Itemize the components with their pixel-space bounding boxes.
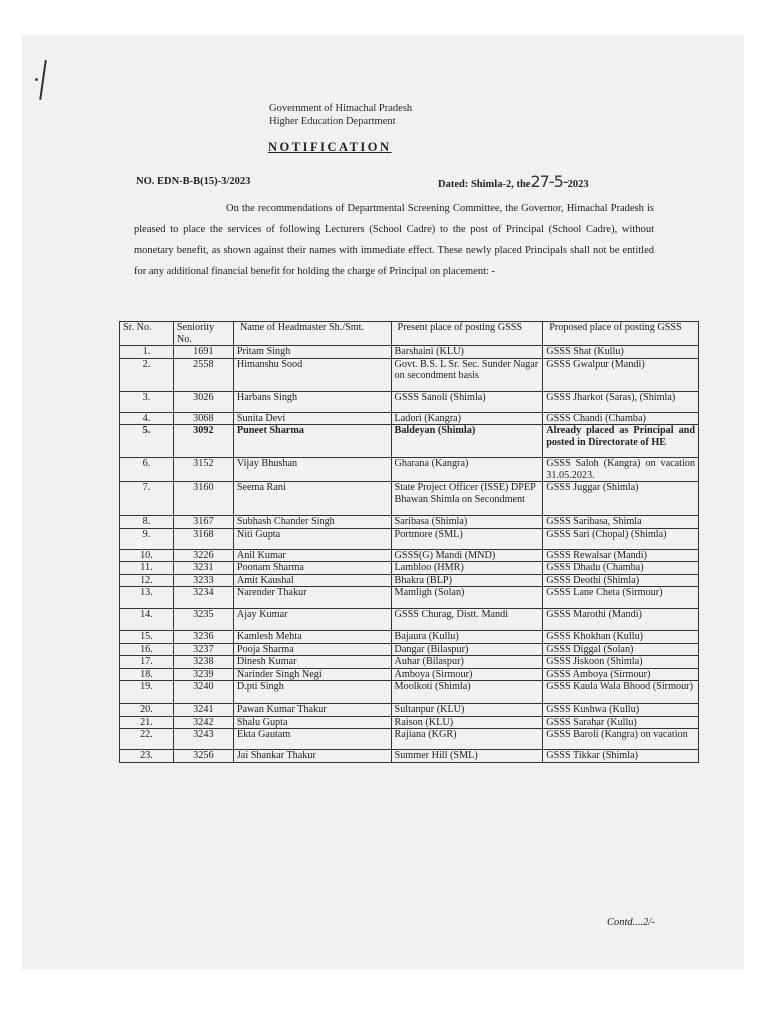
table-row xyxy=(120,656,699,669)
table-row xyxy=(120,729,699,750)
present-posting-cell: Auhar (Bilaspur) xyxy=(391,656,543,669)
govt-line: Government of Himachal Pradesh xyxy=(269,103,413,114)
sr-no-cell: 16. xyxy=(120,643,174,656)
present-posting-cell: State Project Officer (ISSE) DPEP Bhawan Shimla on Secondment xyxy=(391,482,543,516)
seniority-cell: 3238 xyxy=(173,656,233,669)
name-cell: Anil Kumar xyxy=(233,549,391,562)
proposed-posting-cell: GSSS Gwalpur (Mandi) xyxy=(543,358,699,391)
proposed-posting-cell: GSSS Khokhan (Kullu) xyxy=(543,631,699,644)
sr-no-cell: 19. xyxy=(120,681,174,704)
name-cell: Narender Thakur xyxy=(233,587,391,609)
proposed-posting-cell: GSSS Jiskoon (Shimla) xyxy=(543,656,699,669)
table-row xyxy=(120,391,699,412)
name-cell: Puneet Sharma xyxy=(233,425,391,458)
sr-no-cell: 1. xyxy=(120,346,174,359)
name-cell: Poonam Sharma xyxy=(233,562,391,575)
seniority-cell: 3240 xyxy=(173,681,233,704)
seniority-cell: 3234 xyxy=(173,587,233,609)
proposed-posting-cell: GSSS Saloh (Kangra) on vacation 31.05.2023. xyxy=(543,458,699,482)
present-posting-cell: Gharana (Kangra) xyxy=(391,458,543,482)
table-row xyxy=(120,716,699,729)
table-row xyxy=(120,412,699,425)
seniority-cell: 3243 xyxy=(173,729,233,750)
sr-no-cell: 21. xyxy=(120,716,174,729)
name-cell: Vijay Bhushan xyxy=(233,458,391,482)
sr-no-cell: 6. xyxy=(120,458,174,482)
present-posting-cell: Raison (KLU) xyxy=(391,716,543,729)
seniority-cell: 3168 xyxy=(173,528,233,549)
sr-no-cell: 12. xyxy=(120,574,174,587)
proposed-posting-cell: GSSS Diggal (Solan) xyxy=(543,643,699,656)
seniority-cell: 3237 xyxy=(173,643,233,656)
table-row xyxy=(120,704,699,717)
sr-no-cell: 4. xyxy=(120,412,174,425)
pen-dot-mark xyxy=(35,78,38,81)
sr-no-cell: 5. xyxy=(120,425,174,458)
table-row xyxy=(120,574,699,587)
placement-table xyxy=(119,321,699,763)
name-cell: Subhash Chander Singh xyxy=(233,516,391,529)
present-posting-cell: Bajaura (Kullu) xyxy=(391,631,543,644)
seniority-cell: 3160 xyxy=(173,482,233,516)
name-cell: Harbans Singh xyxy=(233,391,391,412)
present-posting-cell: Barshaini (KLU) xyxy=(391,346,543,359)
name-cell: Sunita Devi xyxy=(233,412,391,425)
continued-note: Contd....2/- xyxy=(607,917,655,928)
present-posting-cell: Dangar (Bilaspur) xyxy=(391,643,543,656)
col-seniority-no: Seniority No. xyxy=(173,322,233,346)
sr-no-cell: 9. xyxy=(120,528,174,549)
sr-no-cell: 3. xyxy=(120,391,174,412)
sr-no-cell: 8. xyxy=(120,516,174,529)
seniority-cell: 3068 xyxy=(173,412,233,425)
seniority-cell: 3167 xyxy=(173,516,233,529)
col-proposed-posting: Proposed place of posting GSSS xyxy=(543,322,699,346)
col-sr-no: Sr. No. xyxy=(120,322,174,346)
sr-no-cell: 11. xyxy=(120,562,174,575)
seniority-cell: 3241 xyxy=(173,704,233,717)
notification-number: NO. EDN-B-B(15)-3/2023 xyxy=(136,176,251,187)
proposed-posting-cell: GSSS Dhadu (Chamba) xyxy=(543,562,699,575)
name-cell: Jai Shankar Thakur xyxy=(233,750,391,763)
name-cell: Pritam Singh xyxy=(233,346,391,359)
present-posting-cell: Saribasa (Shimla) xyxy=(391,516,543,529)
table-row xyxy=(120,609,699,631)
table-row xyxy=(120,643,699,656)
sr-no-cell: 18. xyxy=(120,668,174,681)
sr-no-cell: 15. xyxy=(120,631,174,644)
name-cell: Ajay Kumar xyxy=(233,609,391,631)
proposed-posting-cell: GSSS Baroli (Kangra) on vacation xyxy=(543,729,699,750)
seniority-cell: 3239 xyxy=(173,668,233,681)
name-cell: Ekta Gautam xyxy=(233,729,391,750)
proposed-posting-cell: GSSS Deothi (Shimla) xyxy=(543,574,699,587)
present-posting-cell: Govt. B.S. L Sr. Sec. Sunder Nagar on secondment basis xyxy=(391,358,543,391)
name-cell: Himanshu Sood xyxy=(233,358,391,391)
seniority-cell: 3236 xyxy=(173,631,233,644)
table-row xyxy=(120,562,699,575)
sr-no-cell: 20. xyxy=(120,704,174,717)
date-line xyxy=(438,172,589,191)
name-cell: Niti Gupta xyxy=(233,528,391,549)
proposed-posting-cell: GSSS Kushwa (Kullu) xyxy=(543,704,699,717)
seniority-cell: 2558 xyxy=(173,358,233,391)
name-cell: Seema Rani xyxy=(233,482,391,516)
seniority-cell: 3026 xyxy=(173,391,233,412)
proposed-posting-cell: GSSS Sari (Chopal) (Shimla) xyxy=(543,528,699,549)
seniority-cell: 1691 xyxy=(173,346,233,359)
table-header-row xyxy=(120,322,699,346)
present-posting-cell: Ladori (Kangra) xyxy=(391,412,543,425)
present-posting-cell: Portmore (SML) xyxy=(391,528,543,549)
present-posting-cell: Sultanpur (KLU) xyxy=(391,704,543,717)
col-present-posting: Present place of posting GSSS xyxy=(391,322,543,346)
seniority-cell: 3235 xyxy=(173,609,233,631)
seniority-cell: 3152 xyxy=(173,458,233,482)
sr-no-cell: 22. xyxy=(120,729,174,750)
present-posting-cell: Amboya (Sirmour) xyxy=(391,668,543,681)
table-row xyxy=(120,681,699,704)
date-label: Dated: Shimla-2, the xyxy=(438,179,531,190)
sr-no-cell: 13. xyxy=(120,587,174,609)
proposed-posting-cell: GSSS Lane Cheta (Sirmour) xyxy=(543,587,699,609)
name-cell: Pawan Kumar Thakur xyxy=(233,704,391,717)
seniority-cell: 3231 xyxy=(173,562,233,575)
notification-title: NOTIFICATION xyxy=(268,140,392,154)
proposed-posting-cell: Already placed as Principal and posted in Directorate of HE xyxy=(543,425,699,458)
notification-body: On the recommendations of Departmental Screening Committee, the Governor, Himachal Pradesh is pleased to place the services of following Lecturers (School Cadre) to the post of Principal (School Cadre), without monetary benefit, as shown against their names with immediate effect. These newly placed Principals shall not be entitled for any additional financial benefit for holding the charge of Principal on placement: - xyxy=(134,203,654,277)
seniority-cell: 3092 xyxy=(173,425,233,458)
name-cell: Dinesh Kumar xyxy=(233,656,391,669)
table-row xyxy=(120,587,699,609)
present-posting-cell: Lambloo (HMR) xyxy=(391,562,543,575)
table-row xyxy=(120,458,699,482)
table-row xyxy=(120,346,699,359)
present-posting-cell: Moolkoti (Shimla) xyxy=(391,681,543,704)
proposed-posting-cell: GSSS Saribasa, Shimla xyxy=(543,516,699,529)
date-year: 2023 xyxy=(567,179,589,190)
name-cell: Narinder Singh Negi xyxy=(233,668,391,681)
table-row xyxy=(120,516,699,529)
proposed-posting-cell: GSSS Rewalsar (Mandi) xyxy=(543,549,699,562)
table-row xyxy=(120,358,699,391)
proposed-posting-cell: GSSS Sarahar (Kullu) xyxy=(543,716,699,729)
table-row xyxy=(120,425,699,458)
handwritten-date: 27-5- xyxy=(530,172,568,191)
table-row xyxy=(120,549,699,562)
sr-no-cell: 7. xyxy=(120,482,174,516)
table-row xyxy=(120,631,699,644)
seniority-cell: 3226 xyxy=(173,549,233,562)
sr-no-cell: 10. xyxy=(120,549,174,562)
name-cell: Amit Kaushal xyxy=(233,574,391,587)
name-cell: Kamlesh Mehta xyxy=(233,631,391,644)
proposed-posting-cell: GSSS Tikkar (Shimla) xyxy=(543,750,699,763)
present-posting-cell: Summer Hill (SML) xyxy=(391,750,543,763)
proposed-posting-cell: GSSS Jharkot (Saras), (Shimla) xyxy=(543,391,699,412)
table-row xyxy=(120,528,699,549)
proposed-posting-cell: GSSS Juggar (Shimla) xyxy=(543,482,699,516)
proposed-posting-cell: GSSS Chandi (Chamba) xyxy=(543,412,699,425)
sr-no-cell: 2. xyxy=(120,358,174,391)
sr-no-cell: 14. xyxy=(120,609,174,631)
present-posting-cell: GSSS Sanoli (Shimla) xyxy=(391,391,543,412)
seniority-cell: 3233 xyxy=(173,574,233,587)
proposed-posting-cell: GSSS Amboya (Sirmour) xyxy=(543,668,699,681)
table-row xyxy=(120,750,699,763)
table-row xyxy=(120,668,699,681)
name-cell: Pooja Sharma xyxy=(233,643,391,656)
present-posting-cell: Mamligh (Solan) xyxy=(391,587,543,609)
present-posting-cell: Baldeyan (Shimla) xyxy=(391,425,543,458)
department-line: Higher Education Department xyxy=(269,116,396,127)
sr-no-cell: 23. xyxy=(120,750,174,763)
seniority-cell: 3256 xyxy=(173,750,233,763)
seniority-cell: 3242 xyxy=(173,716,233,729)
name-cell: D.pti Singh xyxy=(233,681,391,704)
present-posting-cell: GSSS Churag, Distt. Mandi xyxy=(391,609,543,631)
sr-no-cell: 17. xyxy=(120,656,174,669)
proposed-posting-cell: GSSS Marothi (Mandi) xyxy=(543,609,699,631)
present-posting-cell: Bhakra (BLP) xyxy=(391,574,543,587)
proposed-posting-cell: GSSS Shat (Kullu) xyxy=(543,346,699,359)
col-name: Name of Headmaster Sh./Smt. xyxy=(233,322,391,346)
present-posting-cell: GSSS(G) Mandi (MND) xyxy=(391,549,543,562)
present-posting-cell: Rajiana (KGR) xyxy=(391,729,543,750)
proposed-posting-cell: GSSS Kaula Wala Bhood (Sirmour) xyxy=(543,681,699,704)
table-row xyxy=(120,482,699,516)
name-cell: Shalu Gupta xyxy=(233,716,391,729)
